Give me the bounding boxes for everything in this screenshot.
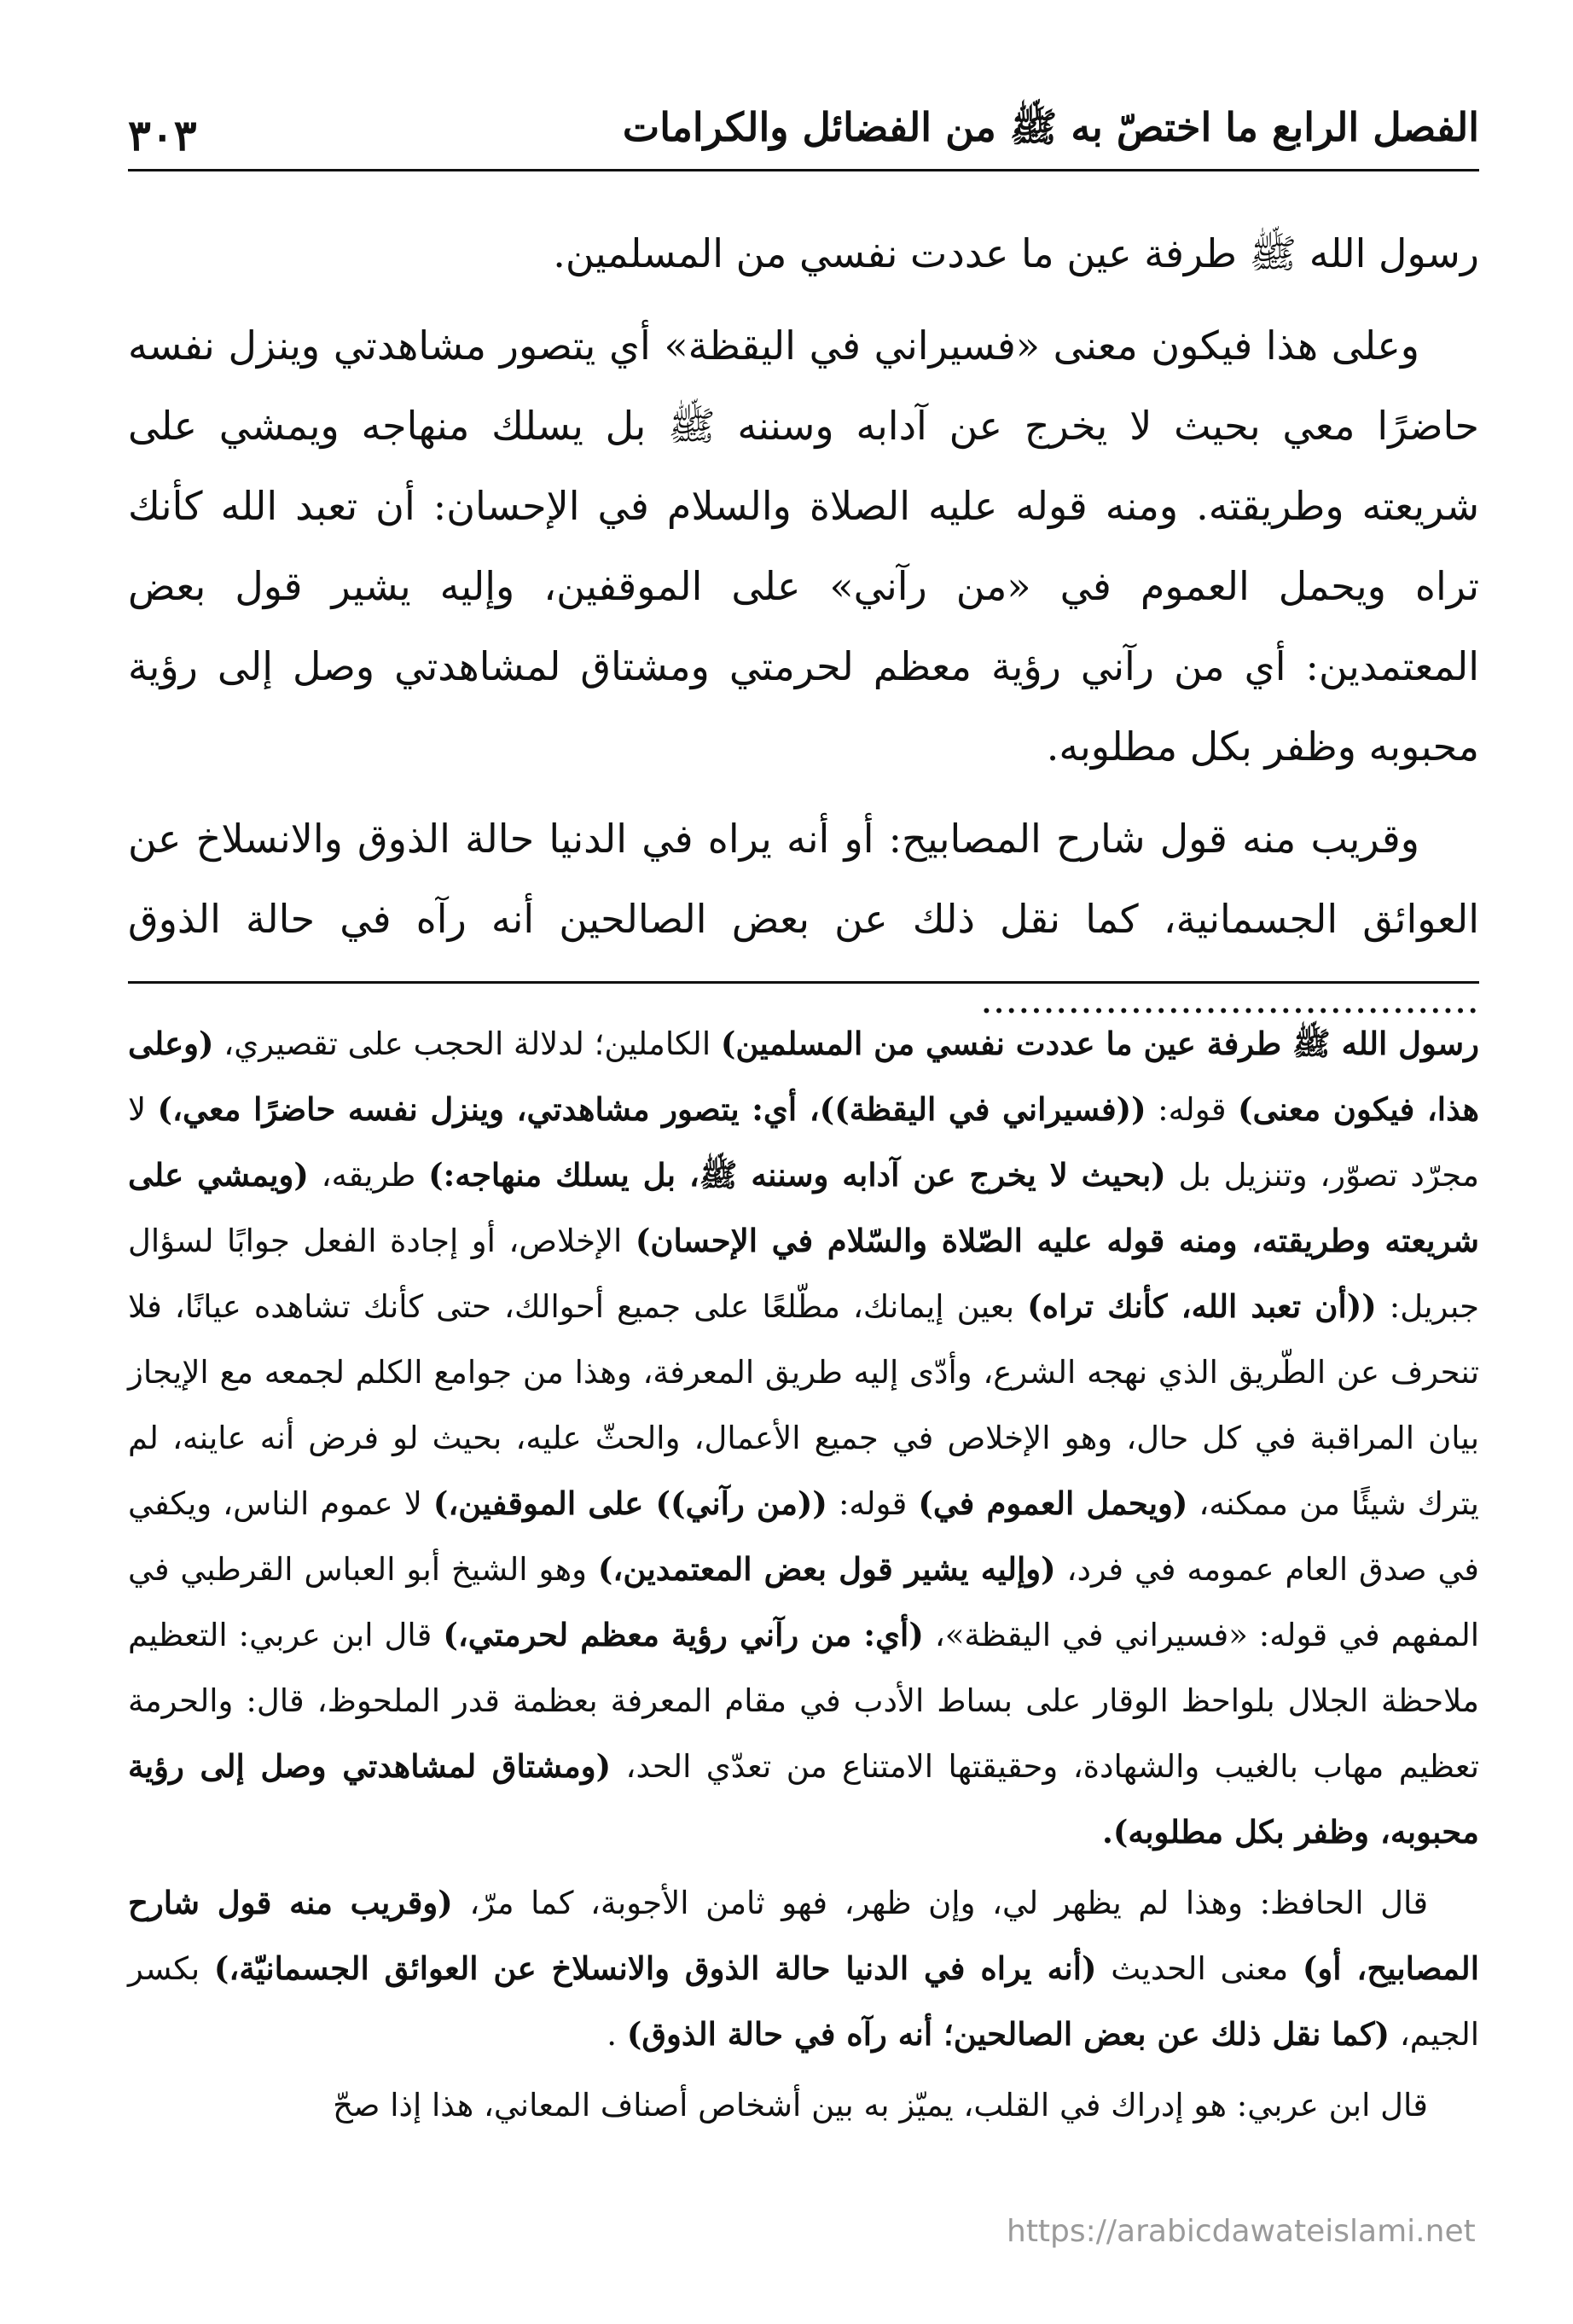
commentary-segment: الكاملين؛ لدلالة الحجب على تقصيري، xyxy=(213,1025,721,1062)
commentary-segment: بعين إيمانك، مطّلعًا على جميع أحوالك، حتى كأنك تشاهده عيانًا، فلا تنحرف عن الطّريق الذي نهجه الشرع، وأدّى إليه طريق المعرفة، وهذا من جوامع الكلم لجمعه مع الإيجاز بيان المراقبة في كل حال، وهو الإخلاص في جميع الأعمال، والحثّ عليه، بحيث لو فرض أنه عاينه، لم يترك شيئًا من ممكنه، xyxy=(128,1288,1479,1522)
quoted-matn-segment: (ويمشي على شريعته وطريقته، ومنه قوله عليه الصّلاة والسّلام في الإحسان) xyxy=(128,1156,1479,1259)
page-number: ٣٠٣ xyxy=(128,110,197,160)
page-header xyxy=(128,101,1479,171)
commentary-paragraph-1 xyxy=(128,1011,1479,1865)
quoted-matn-segment: ((من رآني)) على الموقفين،) xyxy=(432,1484,827,1522)
chapter-title: الفصل الرابع ما اختصّ به ﷺ من الفضائل والكرامات xyxy=(622,104,1479,150)
quoted-matn-segment: (أي: من رآني رؤية معظم لحرمتي،) xyxy=(443,1616,924,1653)
quoted-matn-segment: رسول الله ﷺ طرفة عين ما عددت نفسي من المسلمين) xyxy=(720,1025,1480,1062)
commentary-segment: قال ابن عربي: التعظيم ملاحظة الجلال بلواحظ الوقار على بساط الأدب في مقام المعرفة بعظمة قدر الملحوظ، قال: والحرمة تعظيم مهاب بالغيب والشهادة، وحقيقتها الامتناع من تعدّي الحد، xyxy=(128,1617,1479,1785)
main-paragraph-3-text: وقريب منه قول شارح المصابيح: أو أنه يراه في الدنيا حالة الذوق والانسلاخ عن العوائق الجسمانية، كما نقل ذلك عن بعض الصالحين أنه رآه في حالة الذوق xyxy=(128,816,1479,942)
quoted-matn-segment: ((أن تعبد الله، كأنك تراه) xyxy=(1027,1287,1377,1325)
watermark-url: https://arabicdawateislami.net xyxy=(1007,2214,1476,2249)
main-paragraph-1: رسول الله ﷺ طرفة عين ما عددت نفسي من المسلمين. xyxy=(553,230,1479,276)
commentary-segment: قال ابن عربي: هو إدراك في القلب، يميّز به بين أشخاص أصناف المعاني، هذا إذا صحّ xyxy=(333,2087,1428,2124)
commentary-segment: معنى الحديث xyxy=(1096,1950,1303,1987)
quoted-matn-segment: (أنه يراه في الدنيا حالة الذوق والانسلاخ عن العوائق الجسمانيّة،) xyxy=(213,1949,1097,1987)
commentary-segment: . xyxy=(607,2016,627,2053)
quoted-matn-segment: (وقريب منه قول شارح المصابيح، أو) xyxy=(128,1884,1479,1987)
quoted-matn-segment: ((فسيراني في اليقظة))، أي: يتصور مشاهدتي، وينزل نفسه حاضرًا معي،) xyxy=(157,1090,1146,1128)
commentary-segment: الإخلاص، أو إجادة الفعل جوابًا لسؤال جبريل: xyxy=(128,1223,1479,1325)
commentary-segment: قوله: xyxy=(1146,1091,1238,1128)
quoted-matn-segment: (كما نقل ذلك عن بعض الصالحين؛ أنه رآه في حالة الذوق) xyxy=(626,2015,1390,2053)
commentary xyxy=(128,1011,1479,2143)
commentary-segment: قال الحافظ: وهذا لم يظهر لي، وإن ظهر، فهو ثامن الأجوبة، كما مرّ، xyxy=(452,1885,1429,1921)
quoted-matn-segment: (ويحمل العموم في) xyxy=(918,1484,1188,1522)
quoted-matn-segment: (وإليه يشير قول بعض المعتمدين،) xyxy=(597,1550,1056,1588)
quoted-matn-segment: (وعلى هذا، فيكون معنى) xyxy=(128,1025,1480,1128)
commentary-segment: لا مجرّد تصوّر، وتنزيل بل xyxy=(128,1091,1479,1194)
main-paragraph-2: وعلى هذا فيكون معنى «فسيراني في اليقظة» أي يتصور مشاهدتي وينزل نفسه حاضرًا معي بحيث لا يخرج عن آدابه وسننه ﷺ بل يسلك منهاجه ويمشي على شريعته وطريقته. ومنه قوله عليه الصلاة والسلام في الإحسان: أن تعبد الله كأنك تراه ويحمل العموم في «من رآني» على الموقفين، وإليه يشير قول بعض المعتمدين: أي من رآني رؤية معظم لحرمتي ومشتاق لمشاهدتي وصل إلى رؤية محبوبه وظفر بكل مطلوبه. xyxy=(128,322,1479,770)
main-text xyxy=(128,213,1479,1051)
commentary-segment: قوله: xyxy=(827,1485,919,1522)
quoted-matn-segment: (ومشتاق لمشاهدتي وصل إلى رؤية محبوبه، وظفر بكل مطلوبه). xyxy=(128,1747,1479,1850)
quoted-matn-segment: (بحيث لا يخرج عن آدابه وسننه ﷺ، بل يسلك منهاجه:) xyxy=(428,1156,1166,1194)
continuation-dots: ........................................ xyxy=(980,976,1479,1022)
main-paragraph-3 xyxy=(128,799,1479,1039)
commentary-segment: طريقه، xyxy=(308,1157,429,1194)
commentary-paragraph-2 xyxy=(128,1870,1479,2067)
footnote-separator xyxy=(128,981,1479,984)
commentary-segment: لا عموم الناس، ويكفي في صدق العام عمومه في فرد، xyxy=(128,1485,1479,1588)
commentary-segment: بكسر الجيم، xyxy=(128,1950,1479,2053)
commentary-segment: وهو الشيخ أبو العباس القرطبي في المفهم في قوله: «فسيراني في اليقظة»، xyxy=(128,1551,1480,1653)
commentary-paragraph-3 xyxy=(128,2072,1479,2138)
